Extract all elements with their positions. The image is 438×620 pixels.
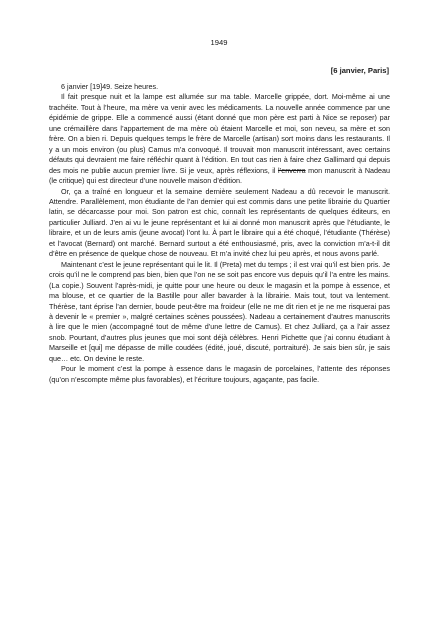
body-text <box>49 82 390 385</box>
paragraph-4: Pour le moment c’est la pompe à essence dans le magasin de porcelaines, l’attente des réponses (qu’on n’escompte même plus favorables), et l’écriture toujours, agaçante, pas facile. <box>49 364 390 384</box>
paragraph-3: Maintenant c’est le jeune représentant qui le lit. Il (Preta) met du temps ; il est vrai qu’il est bien pris. Je crois qu’il ne le comprend pas bien, bien que l’on ne se soit pas encore vus depuis qu’il l’a entre les mains. (La copie.) Souvent l’après-midi, je quitte pour une heure ou deux le magasin et la pompe à essence, et ma blouse, et ce quartier de la Bastille pour aller bavarder à la librairie. Mais tout, tout va lentement. Thérèse, tant éprise l’an dernier, boude peut-être ma froideur (elle ne me dit rien et je ne me risquerai pas à devenir le « premier », malgré certaines scènes poussées). Nadeau a certainement d’autres manuscrits à lire que le mien (accompagné tout de même d’une lettre de Camus). Et chez Julliard, ça a l’air assez snob. Pourtant, d’autres plus jeunes que moi sont déjà célèbres. Henri Pichette que j’ai connu étudiant à Marseille et [qui] me dépasse de mille coudées (édité, joué, discuté, portraituré). Je sais bien sûr, je sais que… etc. On devine le reste. <box>49 259 390 363</box>
paragraph-1-tail: mon manuscrit à Nadeau (le critique) qui est directeur d’une nouvelle maison d’édition. <box>49 165 390 186</box>
entry-header: [6 janvier, Paris] <box>330 66 389 75</box>
struck-word: l’enverra <box>278 165 306 175</box>
paragraph-2: Or, ça a traîné en longueur et la semaine dernière seulement Nadeau a dû recevoir le manuscrit. Attendre. Parallèlement, mon étudiante de l’an dernier qui est commis dans une petite librairie du Quartier latin, se décarcasse pour moi. Son patron est chic, connaît les représentants de quelques éditeurs, en particulier Julliard. J’en ai vu le jeune représentant et lui ai donné mon manuscrit après que l’étudiante, le libraire, et un de leurs amis (jeune avocat) l’ont lu. À part le libraire qui a été choqué, l’étudiante (Thérèse) et l’avocat (Bernard) ont marché. Bernard surtout a été enthousiasmé, pris, avec la conviction m’a-t-il dit d’être en présence de quelque chose de nouveau. Et m’a invité chez lui peu après, et nous avons parlé. <box>49 186 390 259</box>
paragraph-1 <box>49 92 390 186</box>
page-number: 1949 <box>210 38 228 47</box>
paragraph-date-line: 6 janvier [19]49. Seize heures. <box>61 82 159 91</box>
paragraph-1-text: Il fait presque nuit et la lampe est allumée sur ma table. Marcelle grippée, dort. Moi-même ai une trachéite. Tout à l’heure, ma mère va venir avec les médicaments. La nouvelle année commence par une épidémie de grippe. Elle a commencé aussi (étant donné que mon père est parti à Nice se reposer) par une crémaillère dans l’appartement de ma mère où étaient Marcelle et moi, son neveu, sa mère et son frère. On a bien ri. Depuis quelques temps le frère de Marcelle (artisan) sort moins dans les restaurants. Il y a un mois environ (ou plus) Camus m’a convoqué. Il trouvait mon manuscrit intéressant, avec certains défauts qui devraient me faire réfléchir quant à l’édition. En tout cas rien à faire chez Gallimard qui depuis des mois ne publie aucun premier livre. Si je veux, après réflexions, il <box>49 92 390 175</box>
